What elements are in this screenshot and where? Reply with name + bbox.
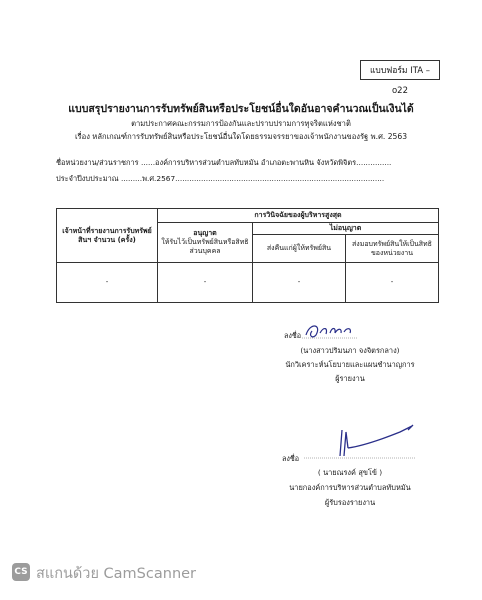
camscanner-watermark: สแกนด้วย CamScanner: [36, 566, 197, 582]
reports-count-header: เจ้าหน้าที่รายงานการรับทรัพย์สินฯ จำนวน (ครั้ง): [57, 209, 158, 263]
table-cell: -: [253, 263, 346, 303]
signer-role: ผู้รับรองรายงาน: [324, 498, 376, 507]
signer-name: (นางสาวปริมนภา จงจิตรกลาง): [300, 346, 400, 355]
approved-sub-label: ให้รับไว้เป็นทรัพย์สินหรือสิทธิส่วนบุคคล: [161, 238, 249, 255]
signature-label: ลงชื่อ: [282, 454, 300, 463]
table-cell: -: [57, 263, 158, 303]
report-table: [56, 208, 439, 303]
signer-position: นักวิเคราะห์นโยบายและแผนชำนาญการ: [285, 360, 415, 369]
fiscal-year-line: ประจำปีงบประมาณ .........พ.ศ.2567.........................................................................................: [56, 174, 385, 183]
signer-position: นายกองค์การบริหารส่วนตำบลทับหมัน: [289, 483, 411, 492]
signer-name: ( นายณรงค์ สุขโข้ ): [317, 468, 383, 477]
signature-label: ลงชื่อ: [284, 331, 302, 340]
decision-header: การวินิจฉัยของผู้บริหารสูงสุด: [158, 209, 439, 223]
document-subtitle: ตามประกาศคณะกรรมการป้องกันและปราบปรามการทุจริตแห่งชาติ: [131, 119, 351, 128]
transfer-to-agency-header: ส่งมอบทรัพย์สินให้เป็นสิทธิของหน่วยงาน: [346, 235, 439, 263]
camscanner-logo-icon: CS: [12, 563, 30, 581]
signer-role: ผู้รายงาน: [335, 374, 365, 383]
return-to-giver-header: ส่งคืนแก่ผู้ให้ทรัพย์สิน: [253, 235, 346, 263]
approved-header: [158, 223, 253, 263]
table-cell: -: [158, 263, 253, 303]
table-cell: -: [346, 263, 439, 303]
not-approved-header: ไม่อนุญาต: [253, 223, 439, 235]
document-title: แบบสรุปรายงานการรับทรัพย์สินหรือประโยชน์อื่นใดอันอาจคำนวณเป็นเงินได้: [68, 103, 414, 115]
handwritten-signature: [300, 418, 420, 460]
handwritten-signature: [300, 318, 360, 342]
form-code-box: แบบฟอร์ม ITA – o22: [360, 60, 440, 80]
agency-line: ชื่อหน่วยงาน/ส่วนราชการ ......องค์การบริหารส่วนตำบลทับหมัน อำเภอตะพานหิน จังหวัดพิจิตร...............: [56, 158, 392, 167]
approved-label: อนุญาต: [193, 229, 217, 238]
document-subject: เรื่อง หลักเกณฑ์การรับทรัพย์สินหรือประโยชน์อื่นใดโดยธรรมจรรยาของเจ้าพนักงานของรัฐ พ.ศ. 2563: [74, 132, 408, 141]
